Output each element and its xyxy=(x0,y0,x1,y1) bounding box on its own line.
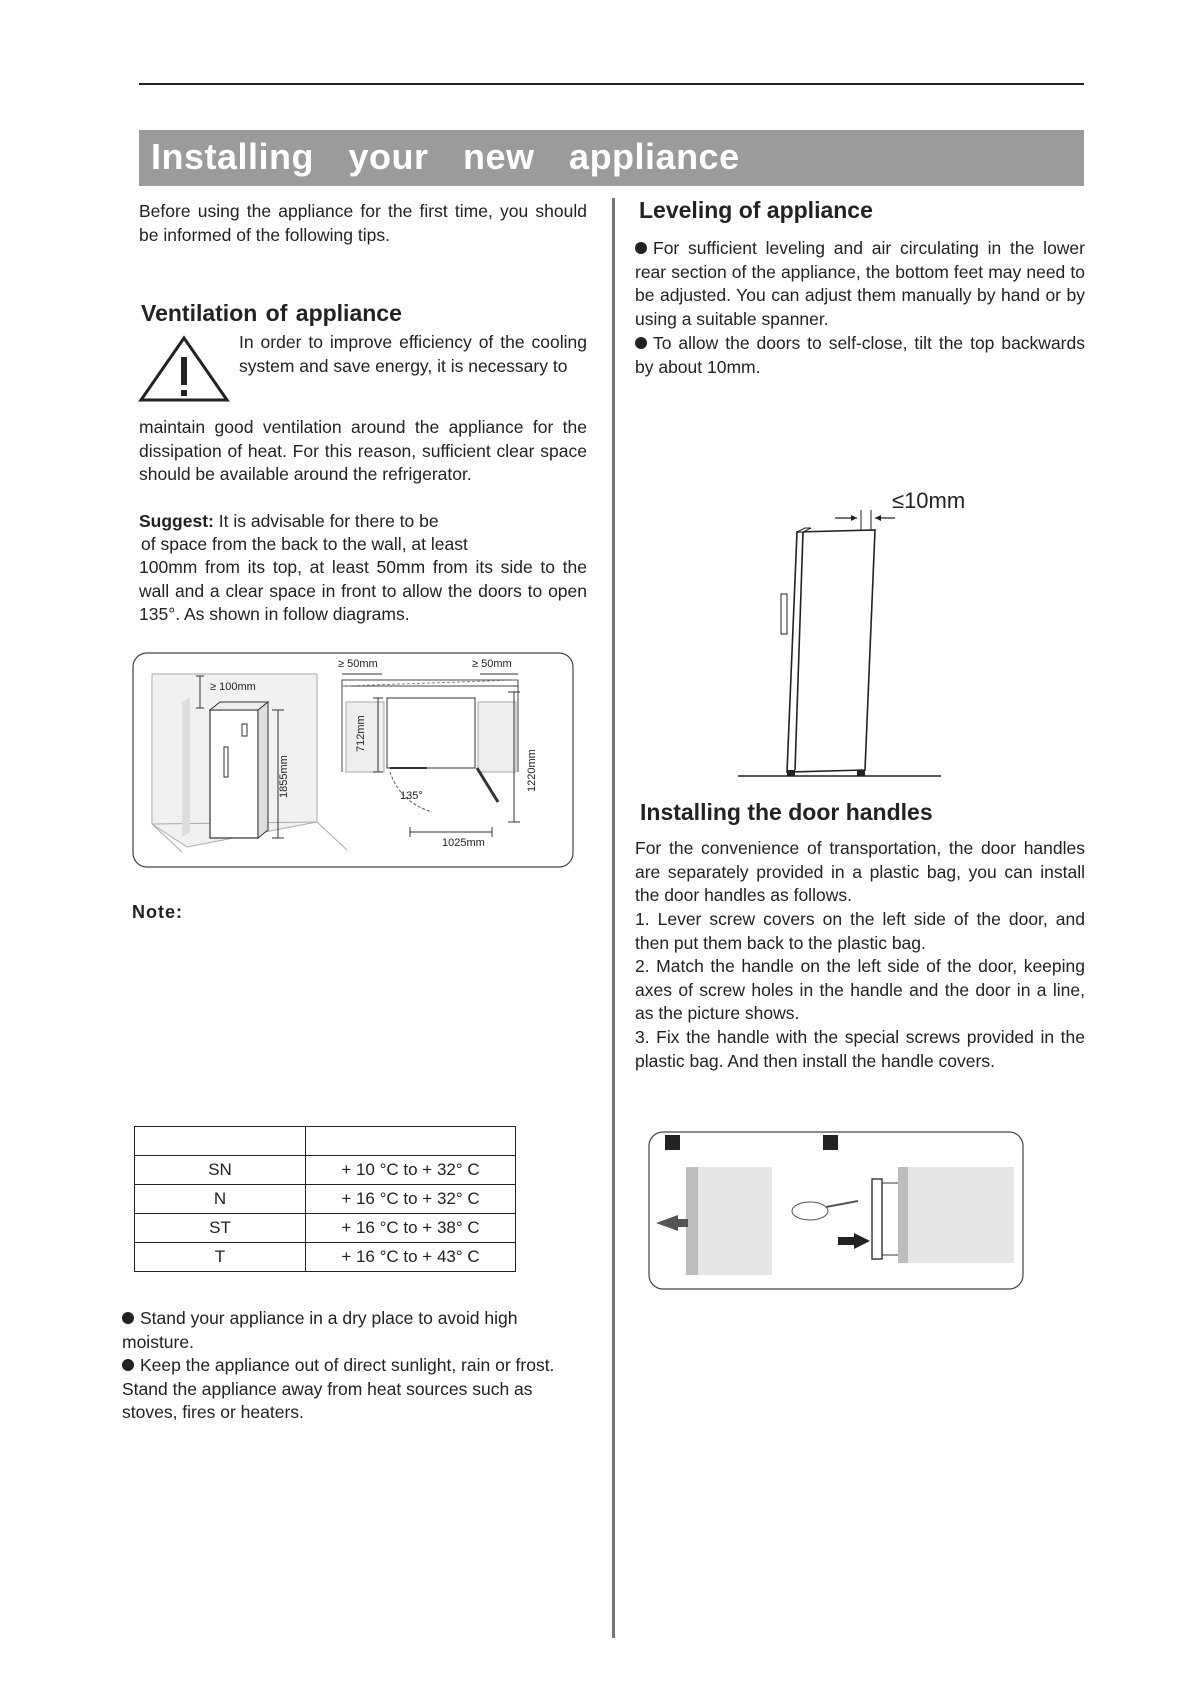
leveling-bullet-2 xyxy=(635,332,1085,379)
leveling-diagram xyxy=(735,480,985,780)
temperature-range-cell: + 16 °C to + 43° C xyxy=(306,1243,516,1272)
page-title: Installing your new appliance xyxy=(151,136,740,177)
suggest-rest: 100mm from its top, at least 50mm from its side to the wall and a clear space in front to allow the doors to open 135°. As shown in follow diagrams. xyxy=(139,557,587,624)
ventilation-body: maintain good ventilation around the appliance for the dissipation of heat. For this reason, sufficient clear space should be available around the refrigerator. xyxy=(139,417,587,484)
side-right-label: ≥ 50mm xyxy=(472,658,512,670)
depth-label: 712mm xyxy=(355,715,367,752)
column-divider xyxy=(612,198,615,1638)
handle-icon xyxy=(872,1179,882,1259)
placement-tip-text: Keep the appliance out of direct sunlight, rain or frost. Stand the appliance away from heat sources such as stoves, fires or heaters. xyxy=(122,1355,555,1422)
table-row xyxy=(135,1156,516,1185)
climate-class-table xyxy=(134,1126,516,1272)
suggest-line-1 xyxy=(139,510,587,534)
step-2-marker-icon xyxy=(823,1135,838,1150)
climate-class-cell: ST xyxy=(135,1214,306,1243)
temperature-range-cell: + 10 °C to + 32° C xyxy=(306,1156,516,1185)
bullet-icon xyxy=(122,1312,134,1324)
table-row xyxy=(135,1214,516,1243)
table-header-class xyxy=(135,1127,306,1156)
note-label: Note: xyxy=(132,902,183,922)
leveling-bullet-1-text: For sufficient leveling and air circulating in the lower rear section of the appliance, the bottom feet may need to be adjusted. You can adjust them manually by hand or by using a suitable spanner. xyxy=(635,238,1085,329)
open-width-label: 1025mm xyxy=(442,837,485,849)
step-1-marker-icon xyxy=(665,1135,680,1150)
climate-class-cell: SN xyxy=(135,1156,306,1185)
title-banner xyxy=(139,130,1084,186)
door-handles-intro: For the convenience of transportation, the door handles are separately provided in a plastic bag, you can install the door handles as follows. xyxy=(635,838,1085,905)
ventilation-heading: Ventilation of appliance xyxy=(141,300,402,326)
table-row xyxy=(135,1243,516,1272)
warning-text: In order to improve efficiency of the cooling system and save energy, it is necessary to xyxy=(239,332,587,376)
suggest-label: Suggest: xyxy=(139,511,214,531)
temperature-range-cell: + 16 °C to + 38° C xyxy=(306,1214,516,1243)
door-handles-step-3: 3. Fix the handle with the special screws provided in the plastic bag. And then install the handle covers. xyxy=(635,1027,1085,1071)
door-handles-step-1: 1. Lever screw covers on the left side of the door, and then put them back to the plastic bag. xyxy=(635,909,1085,953)
open-depth-label: 1220mm xyxy=(526,749,538,792)
height-label: 1855mm xyxy=(278,755,290,798)
tilt-label: ≤10mm xyxy=(892,488,966,513)
door-handles-step-2: 2. Match the handle on the left side of the door, keeping axes of screw holes in the handle and the door in a line, as the picture shows. xyxy=(635,956,1085,1023)
suggest-text-1: It is advisable for there to be xyxy=(218,511,439,531)
climate-class-cell: T xyxy=(135,1243,306,1272)
bullet-icon xyxy=(122,1359,134,1371)
leveling-bullet-2-text: To allow the doors to self-close, tilt the top backwards by about 10mm. xyxy=(635,333,1085,377)
placement-tip-text: Stand your appliance in a dry place to avoid high moisture. xyxy=(122,1308,518,1352)
top-clearance-label: ≥ 100mm xyxy=(210,681,256,693)
table-header-row xyxy=(135,1127,516,1156)
table-header-range xyxy=(306,1127,516,1156)
top-rule xyxy=(139,83,1084,85)
bullet-icon xyxy=(635,337,647,349)
hand-icon xyxy=(792,1202,828,1220)
ventilation-diagram xyxy=(132,652,574,868)
door-handles-heading: Installing the door handles xyxy=(640,799,933,825)
climate-class-cell: N xyxy=(135,1185,306,1214)
placement-tip xyxy=(122,1354,572,1425)
door-angle-label: 135° xyxy=(400,790,423,802)
bullet-icon xyxy=(635,242,647,254)
table-row xyxy=(135,1185,516,1214)
handle-install-diagram xyxy=(648,1131,1024,1291)
suggest-text-2: of space from the back to the wall, at least xyxy=(141,534,468,554)
warning-icon xyxy=(138,335,230,403)
leveling-heading: Leveling of appliance xyxy=(639,197,873,223)
temperature-range-cell: + 16 °C to + 32° C xyxy=(306,1185,516,1214)
side-left-label: ≥ 50mm xyxy=(338,658,378,670)
leveling-bullet-1 xyxy=(635,237,1085,331)
intro-paragraph: Before using the appliance for the first time, you should be informed of the following tips. xyxy=(139,201,587,245)
placement-tip xyxy=(122,1307,572,1354)
